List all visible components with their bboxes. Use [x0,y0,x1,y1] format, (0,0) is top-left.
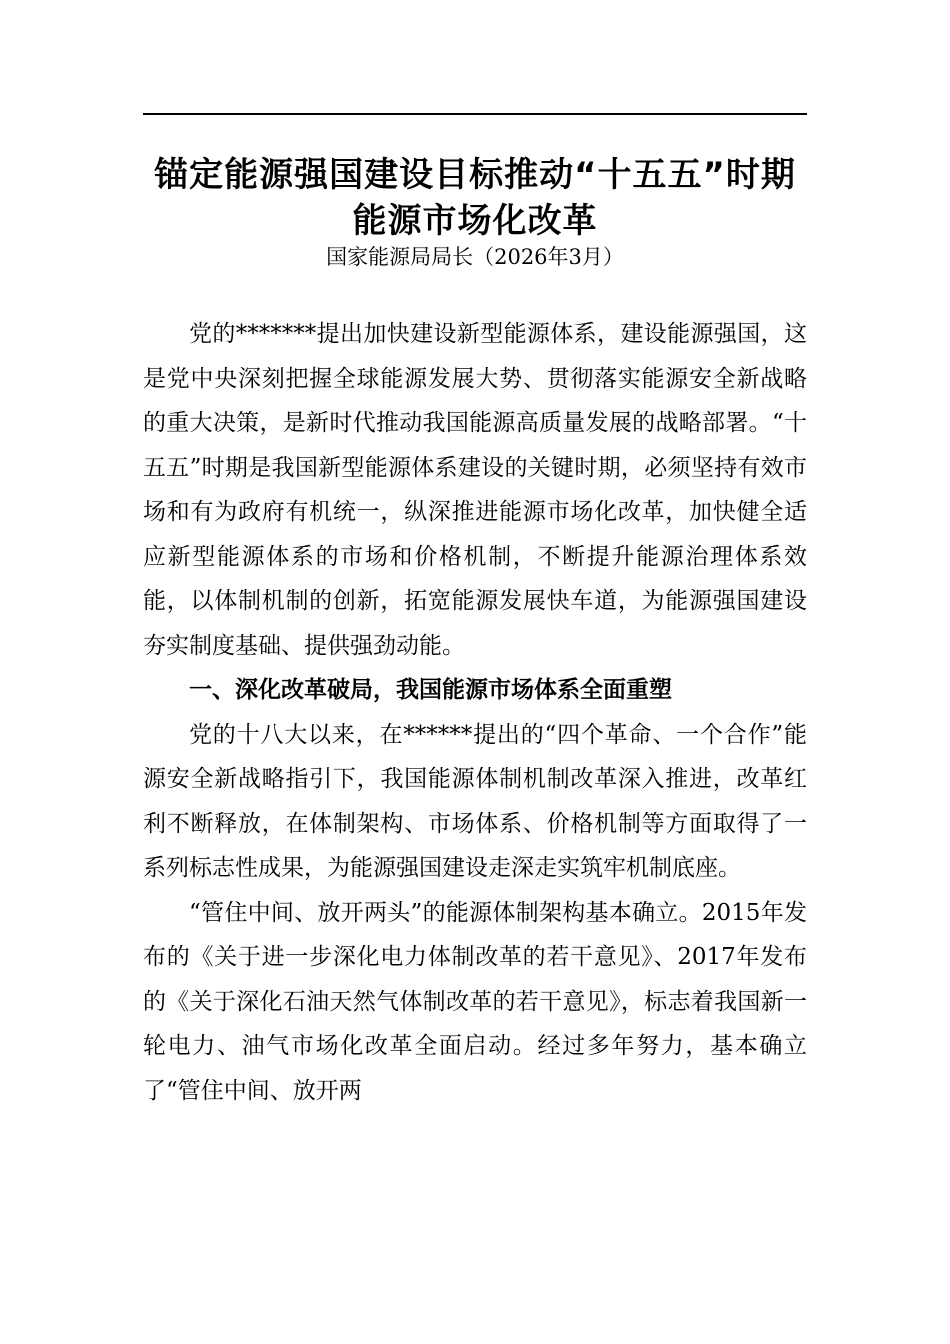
document-subtitle: 国家能源局局长（2026年3月） [326,245,624,269]
section-heading: 一、深化改革破局，我国能源市场体系全面重塑 [189,677,672,703]
document-title: 锚定能源强国建设目标推动“十五五”时期能源市场化改革 [154,155,796,241]
section-paragraph: 党的十八大以来，在******提出的“四个革命、一个合作”能源安全新战略指引下，我国能源体制机制改革深入推进，改革红利不断释放，在体制架构、市场体系、价格机制等方面取得了一系列标志性成果，为能源强国建设走深走实筑牢机制底座。 [143,721,807,881]
document-body [143,312,807,1113]
intro-paragraph: 党的*******提出加快建设新型能源体系，建设能源强国，这是党中央深刻把握全球能源发展大势、贯彻落实能源安全新战略的重大决策，是新时代推动我国能源高质量发展的战略部署。“十五五”时期是我国新型能源体系建设的关键时期，必须坚持有效市场和有为政府有机统一，纵深推进能源市场化改革，加快健全适应新型能源体系的市场和价格机制，不断提升能源治理体系效能，以体制机制的创新，拓宽能源发展快车道，为能源强国建设夯实制度基础、提供强劲动能。 [143,321,807,659]
section-paragraph: “管住中间、放开两头”的能源体制架构基本确立。2015年发布的《关于进一步深化电力体制改革的若干意见》、2017年发布的《关于深化石油天然气体制改革的若干意见》，标志着我国新一轮电力、油气市场化改革全面启动。经过多年努力，基本确立了“管住中间、放开两 [143,899,807,1104]
top-rule [143,113,807,115]
